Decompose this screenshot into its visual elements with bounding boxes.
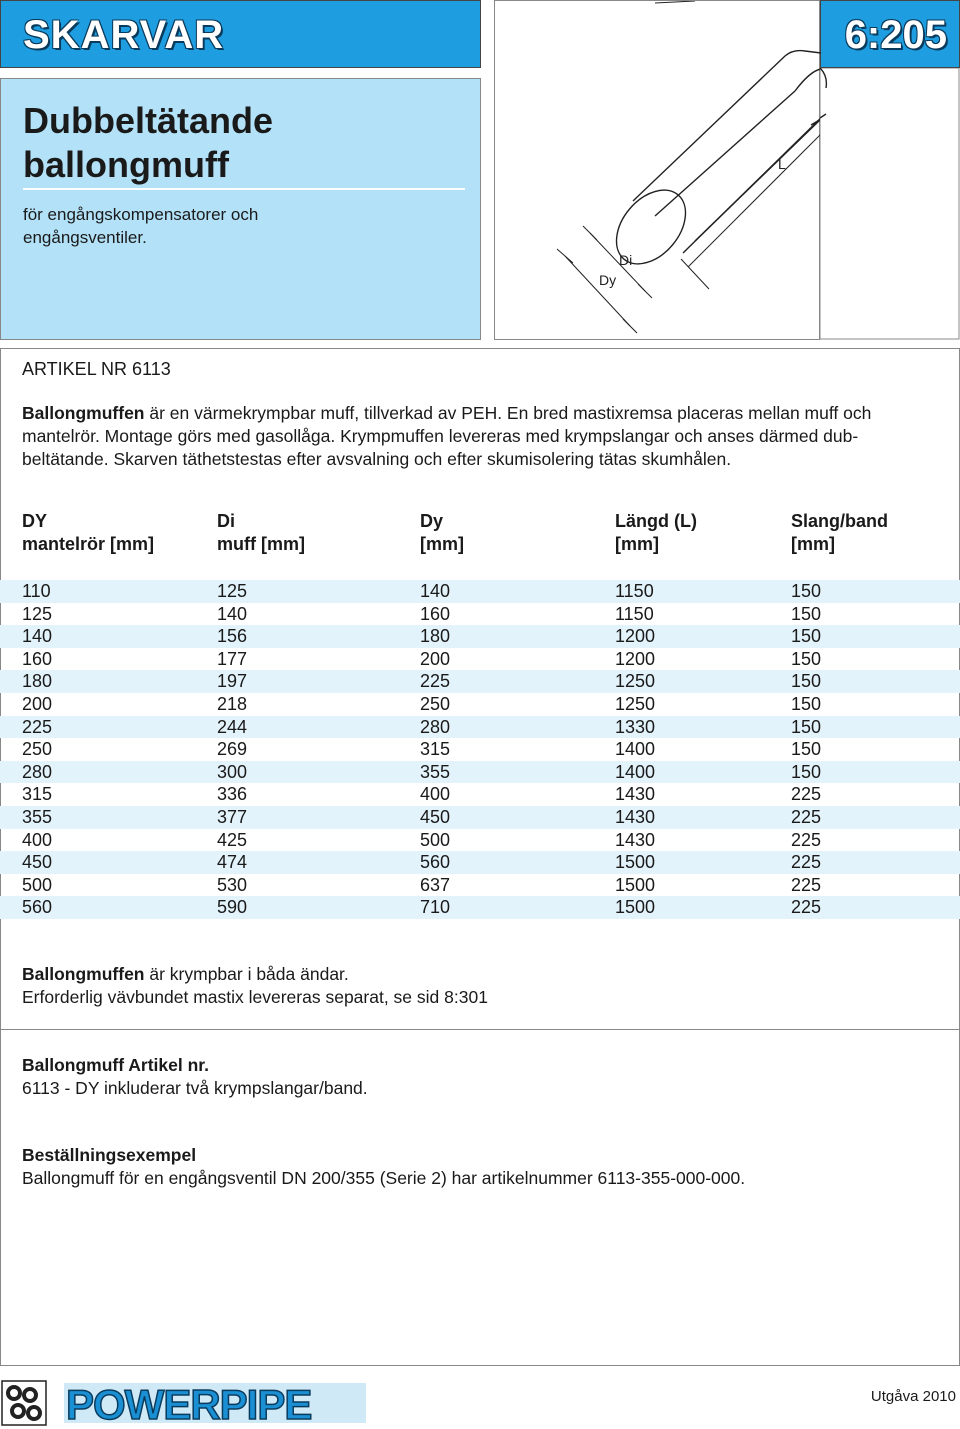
table-cell: 1200 (615, 648, 656, 669)
col-header-line1: Slang/band (791, 511, 889, 531)
table-cell: 710 (420, 897, 451, 918)
drawing-label-L: L (778, 156, 786, 172)
table-row (0, 783, 960, 806)
table-cell: 637 (420, 874, 451, 895)
powerpipe-logo (0, 1375, 380, 1429)
order-example-text: Ballongmuff för en engångsventil DN 200/355 (Serie 2) har artikelnummer 6113-355-000-000. (22, 1168, 746, 1188)
table-cell: 150 (791, 761, 822, 782)
table-cell: 180 (420, 626, 451, 647)
table-cell: 500 (22, 874, 53, 895)
table-cell: 197 (217, 671, 248, 692)
sleeve-upper-edge (633, 51, 821, 201)
table-cell: 150 (791, 581, 822, 601)
col-header-line1: Längd (L) (615, 511, 697, 531)
article-info-heading: Ballongmuff Artikel nr. (22, 1055, 210, 1075)
table-cell: 160 (420, 603, 451, 624)
table-cell: 560 (420, 852, 451, 873)
edition-label: Utgåva 2010 (870, 1388, 956, 1405)
table-cell: 140 (22, 626, 53, 647)
col-header-line1: Dy (420, 511, 444, 531)
table-row (0, 761, 960, 784)
table-cell: 1430 (615, 784, 656, 805)
sleeve-drawing-right-part (820, 68, 960, 340)
drawing-label-Dy: Dy (599, 272, 617, 288)
table-cell: 225 (791, 829, 822, 850)
table-cell: 225 (791, 874, 822, 895)
table-cell: 300 (217, 761, 248, 782)
logo-brand-text: POWERPIPE (66, 1381, 312, 1428)
category-title: SKARVAR (23, 13, 225, 57)
table-cell: 110 (22, 581, 51, 601)
table-cell: 125 (217, 581, 248, 601)
table-cell: 156 (217, 626, 248, 647)
article-desc-bold: Ballongmuffen (22, 403, 145, 423)
table-cell: 1500 (615, 874, 656, 895)
table-cell: 150 (791, 648, 822, 669)
col-header-dy-mm (420, 510, 464, 556)
table-cell: 355 (22, 806, 53, 827)
product-subtitle: för engångskompensatorer och engångsventiler. (23, 205, 259, 247)
table-row (0, 829, 960, 852)
note-bold: Ballongmuffen (22, 964, 145, 984)
table-cell: 1150 (615, 581, 654, 601)
table-cell: 590 (217, 897, 248, 918)
table-cell: 125 (22, 603, 53, 624)
table-cell: 140 (420, 581, 451, 601)
table-cell: 450 (22, 852, 53, 873)
table-cell: 150 (791, 603, 822, 624)
table-cell: 315 (22, 784, 53, 805)
table-cell: 1430 (615, 829, 656, 850)
table-cell: 315 (420, 739, 451, 760)
note-mastix: Erforderlig vävbundet mastix levereras separat, se sid 8:301 (22, 987, 488, 1007)
product-title-box (0, 78, 481, 340)
table-cell: 1430 (615, 806, 656, 827)
table-cell: 140 (217, 603, 248, 624)
col-header-line1: Di (217, 511, 235, 531)
table-row (0, 851, 960, 874)
drawing-label-Di: Di (619, 252, 633, 268)
table-row (0, 625, 960, 648)
header-category-bar (0, 0, 481, 68)
table-row (0, 693, 960, 716)
sleeve-body-bottom (695, 119, 821, 241)
col-header-line2: muff [mm] (217, 534, 305, 554)
table-cell: 200 (420, 648, 451, 669)
table-cell: 225 (791, 897, 822, 918)
page-code: 6:205 (844, 13, 947, 57)
table-cell: 530 (217, 874, 248, 895)
table-cell: 474 (217, 852, 248, 873)
product-title-line1: Dubbeltätande (23, 100, 274, 141)
col-header-slang (791, 510, 888, 556)
table-cell: 160 (22, 648, 53, 669)
article-description (22, 402, 942, 471)
table-cell: 1250 (615, 671, 656, 692)
table-row (0, 738, 960, 761)
table-cell: 225 (22, 716, 53, 737)
table-cell: 560 (22, 897, 53, 918)
table-row (0, 603, 960, 626)
table-cell: 177 (217, 648, 248, 669)
table-cell: 450 (420, 806, 451, 827)
table-cell: 180 (22, 671, 53, 692)
table-cell: 425 (217, 829, 248, 850)
table-cell: 355 (420, 761, 451, 782)
table-cell: 336 (217, 784, 248, 805)
table-cell: 225 (791, 806, 822, 827)
col-header-length (615, 510, 697, 556)
col-header-line1: DY (22, 511, 48, 531)
col-header-dy (22, 510, 154, 556)
table-cell: 150 (791, 671, 822, 692)
table-cell: 225 (791, 852, 822, 873)
article-info-text: 6113 - DY inkluderar två krympslangar/band. (22, 1078, 368, 1098)
table-cell: 150 (791, 739, 822, 760)
table-cell: 244 (217, 716, 248, 737)
col-header-line2: mantelrör [mm] (22, 534, 155, 554)
table-cell: 500 (420, 829, 451, 850)
table-cell: 225 (420, 671, 451, 692)
table-cell: 1330 (615, 716, 656, 737)
dimension-table (0, 580, 960, 919)
table-row (0, 806, 960, 829)
table-cell: 280 (420, 716, 451, 737)
table-row (0, 648, 960, 671)
table-cell: 218 (217, 693, 248, 714)
sleeve-body-top (655, 91, 795, 216)
col-header-line2: [mm] (791, 534, 835, 554)
col-header-line2: [mm] (420, 534, 464, 554)
product-title (23, 99, 273, 187)
logo-wordmark (64, 1381, 366, 1428)
dim-line-length (688, 134, 821, 267)
table-row (0, 896, 960, 919)
logo-emblem-icon (2, 1381, 46, 1425)
order-example-heading: Beställningsexempel (22, 1145, 197, 1165)
article-desc-rest: är en värmekrympbar muff, tillverkad av PEH. En bred mastixremsa placeras mellan muff och mantelrör. Montage görs med gasollåga. Krympmuffen levereras med krympslangar och anses därmed dub-beltätande. Skarven täthetstestas efter avsvalning och efter skumisolering tätas skumhålen. (22, 403, 872, 469)
table-cell: 150 (791, 693, 822, 714)
table-cell: 1500 (615, 897, 656, 918)
note-krympbar (22, 963, 942, 986)
table-cell: 1250 (615, 693, 656, 714)
table-cell: 150 (791, 716, 822, 737)
table-cell: 1400 (615, 761, 656, 782)
table-cell: 200 (22, 693, 53, 714)
table-cell: 225 (791, 784, 822, 805)
table-cell: 1150 (615, 603, 654, 624)
table-cell: 1500 (615, 852, 656, 873)
table-row (0, 670, 960, 693)
col-header-di (217, 510, 305, 556)
table-cell: 377 (217, 806, 248, 827)
title-divider (23, 188, 465, 190)
table-cell: 400 (420, 784, 451, 805)
table-cell: 269 (217, 739, 248, 760)
table-cell: 1400 (615, 739, 656, 760)
table-cell: 280 (22, 761, 53, 782)
article-heading: ARTIKEL NR 6113 (22, 359, 171, 379)
table-row (0, 580, 960, 603)
product-title-line2: ballongmuff (23, 144, 229, 185)
table-row (0, 716, 960, 739)
col-header-line2: [mm] (615, 534, 659, 554)
sleeve-shoulder-top (795, 69, 821, 91)
table-cell: 150 (791, 626, 822, 647)
table-cell: 1200 (615, 626, 656, 647)
note-rest: är krympbar i båda ändar. (144, 964, 349, 984)
table-cell: 250 (22, 739, 53, 760)
table-row (0, 874, 960, 897)
table-cell: 250 (420, 693, 451, 714)
technical-drawing (494, 0, 820, 340)
table-cell: 400 (22, 829, 53, 850)
